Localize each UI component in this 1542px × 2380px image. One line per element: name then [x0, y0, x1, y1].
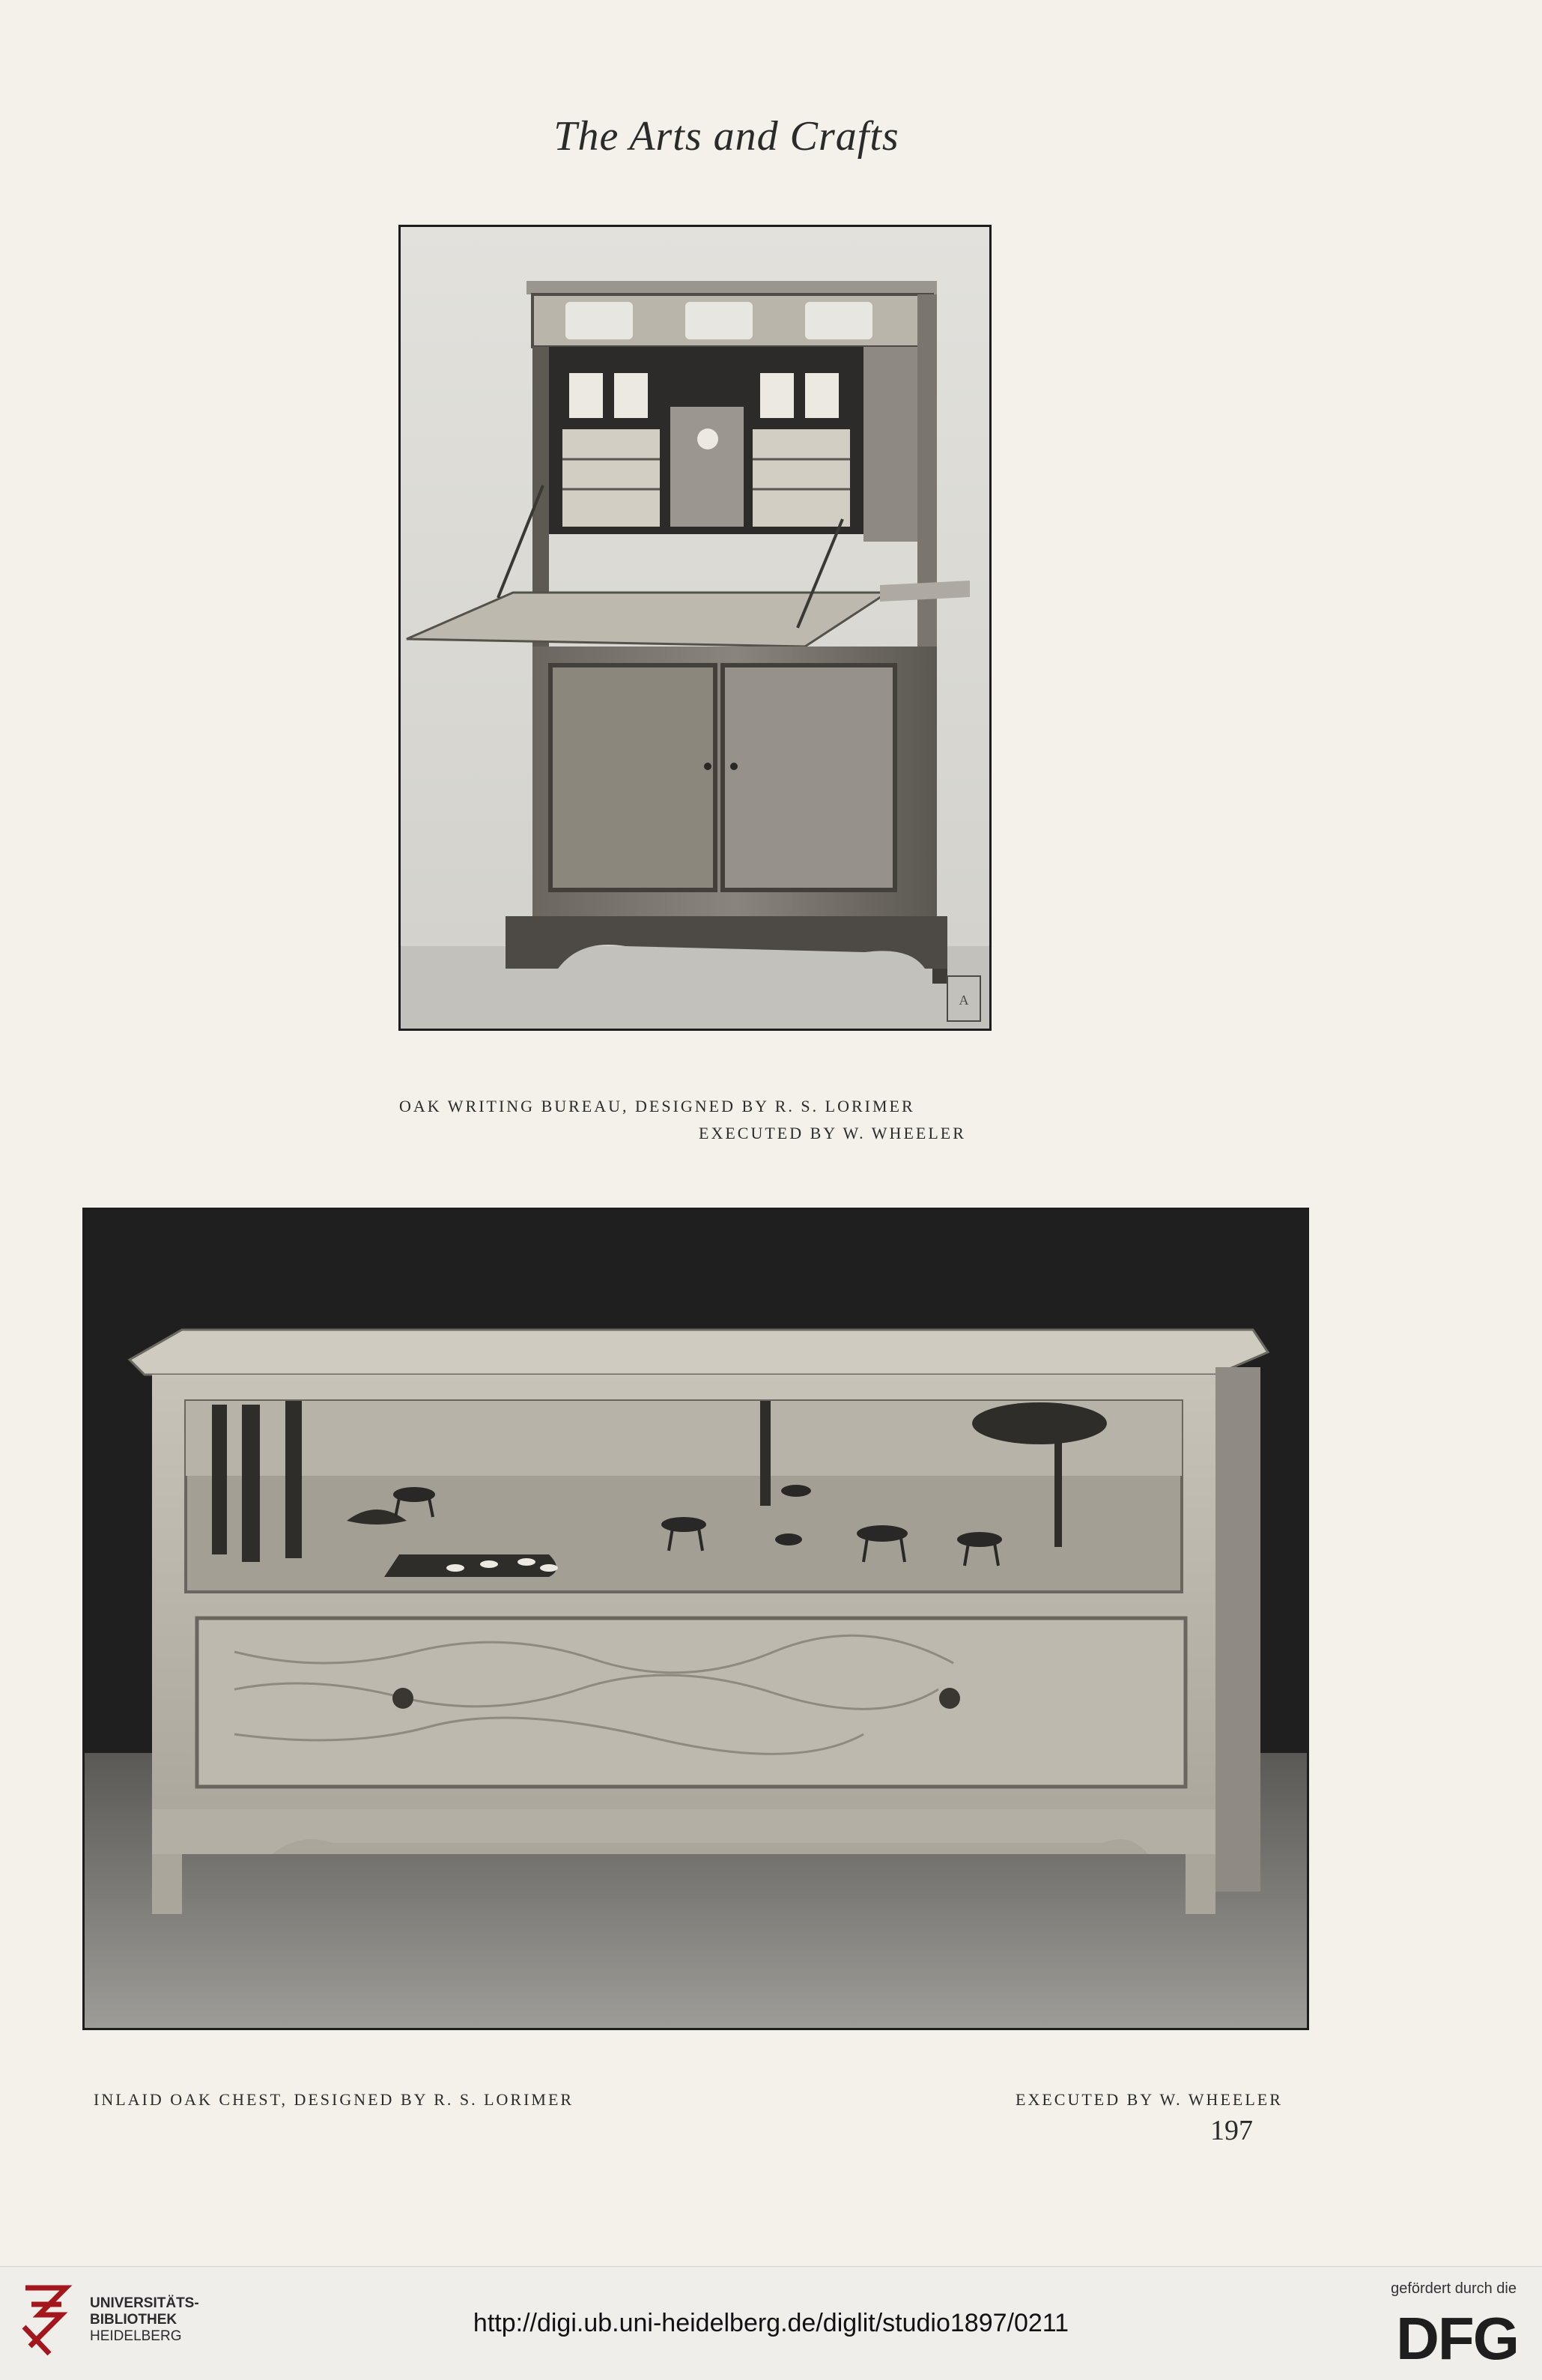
- digitization-footer: [0, 2266, 1542, 2380]
- library-name-line2: BIBLIOTHEK: [90, 2312, 177, 2328]
- library-name-line3: HEIDELBERG: [90, 2328, 182, 2344]
- chest-illustration: [85, 1210, 1307, 2028]
- library-name-line1: UNIVERSITÄTS-: [90, 2295, 199, 2311]
- chest-photograph: [82, 1208, 1309, 2030]
- permalink-url[interactable]: http://digi.ub.uni-heidelberg.de/diglit/studio1897/0211: [473, 2309, 1069, 2337]
- dfg-logo: DFG: [1396, 2305, 1518, 2372]
- chest-caption-right: EXECUTED BY W. WHEELER: [1016, 2090, 1283, 2109]
- bureau-caption-line2: EXECUTED BY W. WHEELER: [699, 1124, 966, 1142]
- svg-text:A: A: [959, 993, 969, 1008]
- running-head: The Arts and Crafts: [553, 113, 899, 160]
- bureau-caption-line1: OAK WRITING BUREAU, DESIGNED BY R. S. LORIMER: [399, 1097, 915, 1115]
- funding-note: gefördert durch die: [1391, 2280, 1517, 2297]
- chest-caption-left: INLAID OAK CHEST, DESIGNED BY R. S. LORIMER: [94, 2090, 574, 2109]
- bureau-illustration: [401, 227, 989, 1029]
- bureau-photograph: [398, 225, 992, 1031]
- page-number: 197: [1210, 2115, 1253, 2146]
